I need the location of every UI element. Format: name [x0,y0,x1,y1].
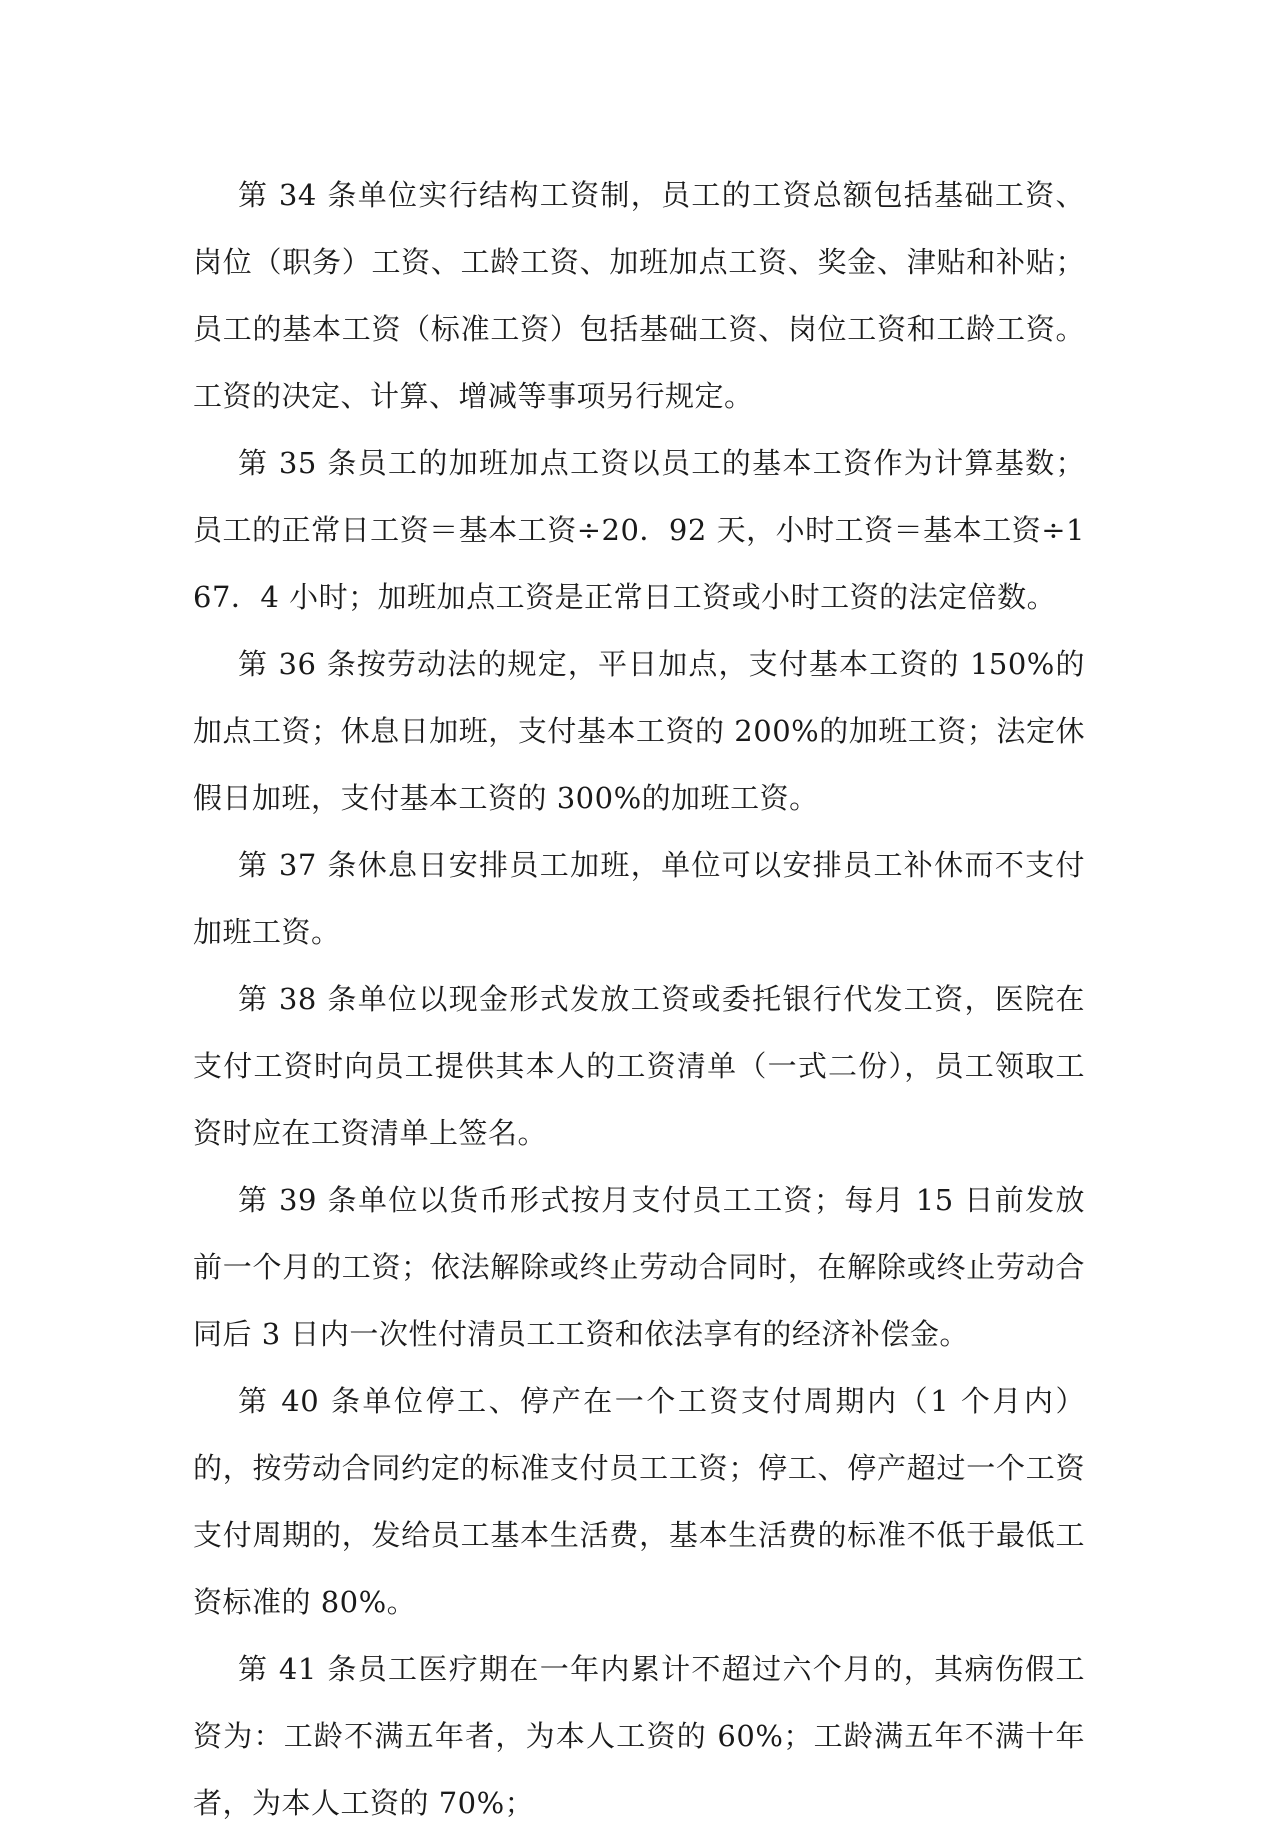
article-37-paragraph: 第 37 条休息日安排员工加班，单位可以安排员工补休而不支付加班工资。 [193,848,1085,949]
article-41-paragraph: 第 41 条员工医疗期在一年内累计不超过六个月的，其病伤假工资为：工龄不满五年者，为本人工资的 60%；工龄满五年不满十年者，为本人工资的 70%； [193,1652,1085,1820]
document-body [193,162,1085,1837]
article-40-paragraph: 第 40 条单位停工、停产在一个工资支付周期内（1 个月内）的，按劳动合同约定的标准支付员工工资；停工、停产超过一个工资支付周期的，发给员工基本生活费，基本生活费的标准不低于最低工资标准的 80%。 [193,1384,1085,1619]
article-39-paragraph: 第 39 条单位以货币形式按月支付员工工资；每月 15 日前发放前一个月的工资；依法解除或终止劳动合同时，在解除或终止劳动合同后 3 日内一次性付清员工工资和依法享有的经济补偿金。 [193,1183,1085,1351]
article-38-paragraph: 第 38 条单位以现金形式发放工资或委托银行代发工资，医院在支付工资时向员工提供其本人的工资清单（一式二份），员工领取工资时应在工资清单上签名。 [193,982,1085,1150]
article-35-paragraph: 第 35 条员工的加班加点工资以员工的基本工资作为计算基数；员工的正常日工资＝基本工资÷20．92 天，小时工资＝基本工资÷167．4 小时；加班加点工资是正常日工资或小时工资的法定倍数。 [193,446,1085,614]
article-34-paragraph: 第 34 条单位实行结构工资制，员工的工资总额包括基础工资、岗位（职务）工资、工龄工资、加班加点工资、奖金、津贴和补贴；员工的基本工资（标准工资）包括基础工资、岗位工资和工龄工资。工资的决定、计算、增减等事项另行规定。 [193,178,1085,413]
article-36-paragraph: 第 36 条按劳动法的规定，平日加点，支付基本工资的 150%的加点工资；休息日加班，支付基本工资的 200%的加班工资；法定休假日加班，支付基本工资的 300%的加班工资。 [193,647,1085,815]
